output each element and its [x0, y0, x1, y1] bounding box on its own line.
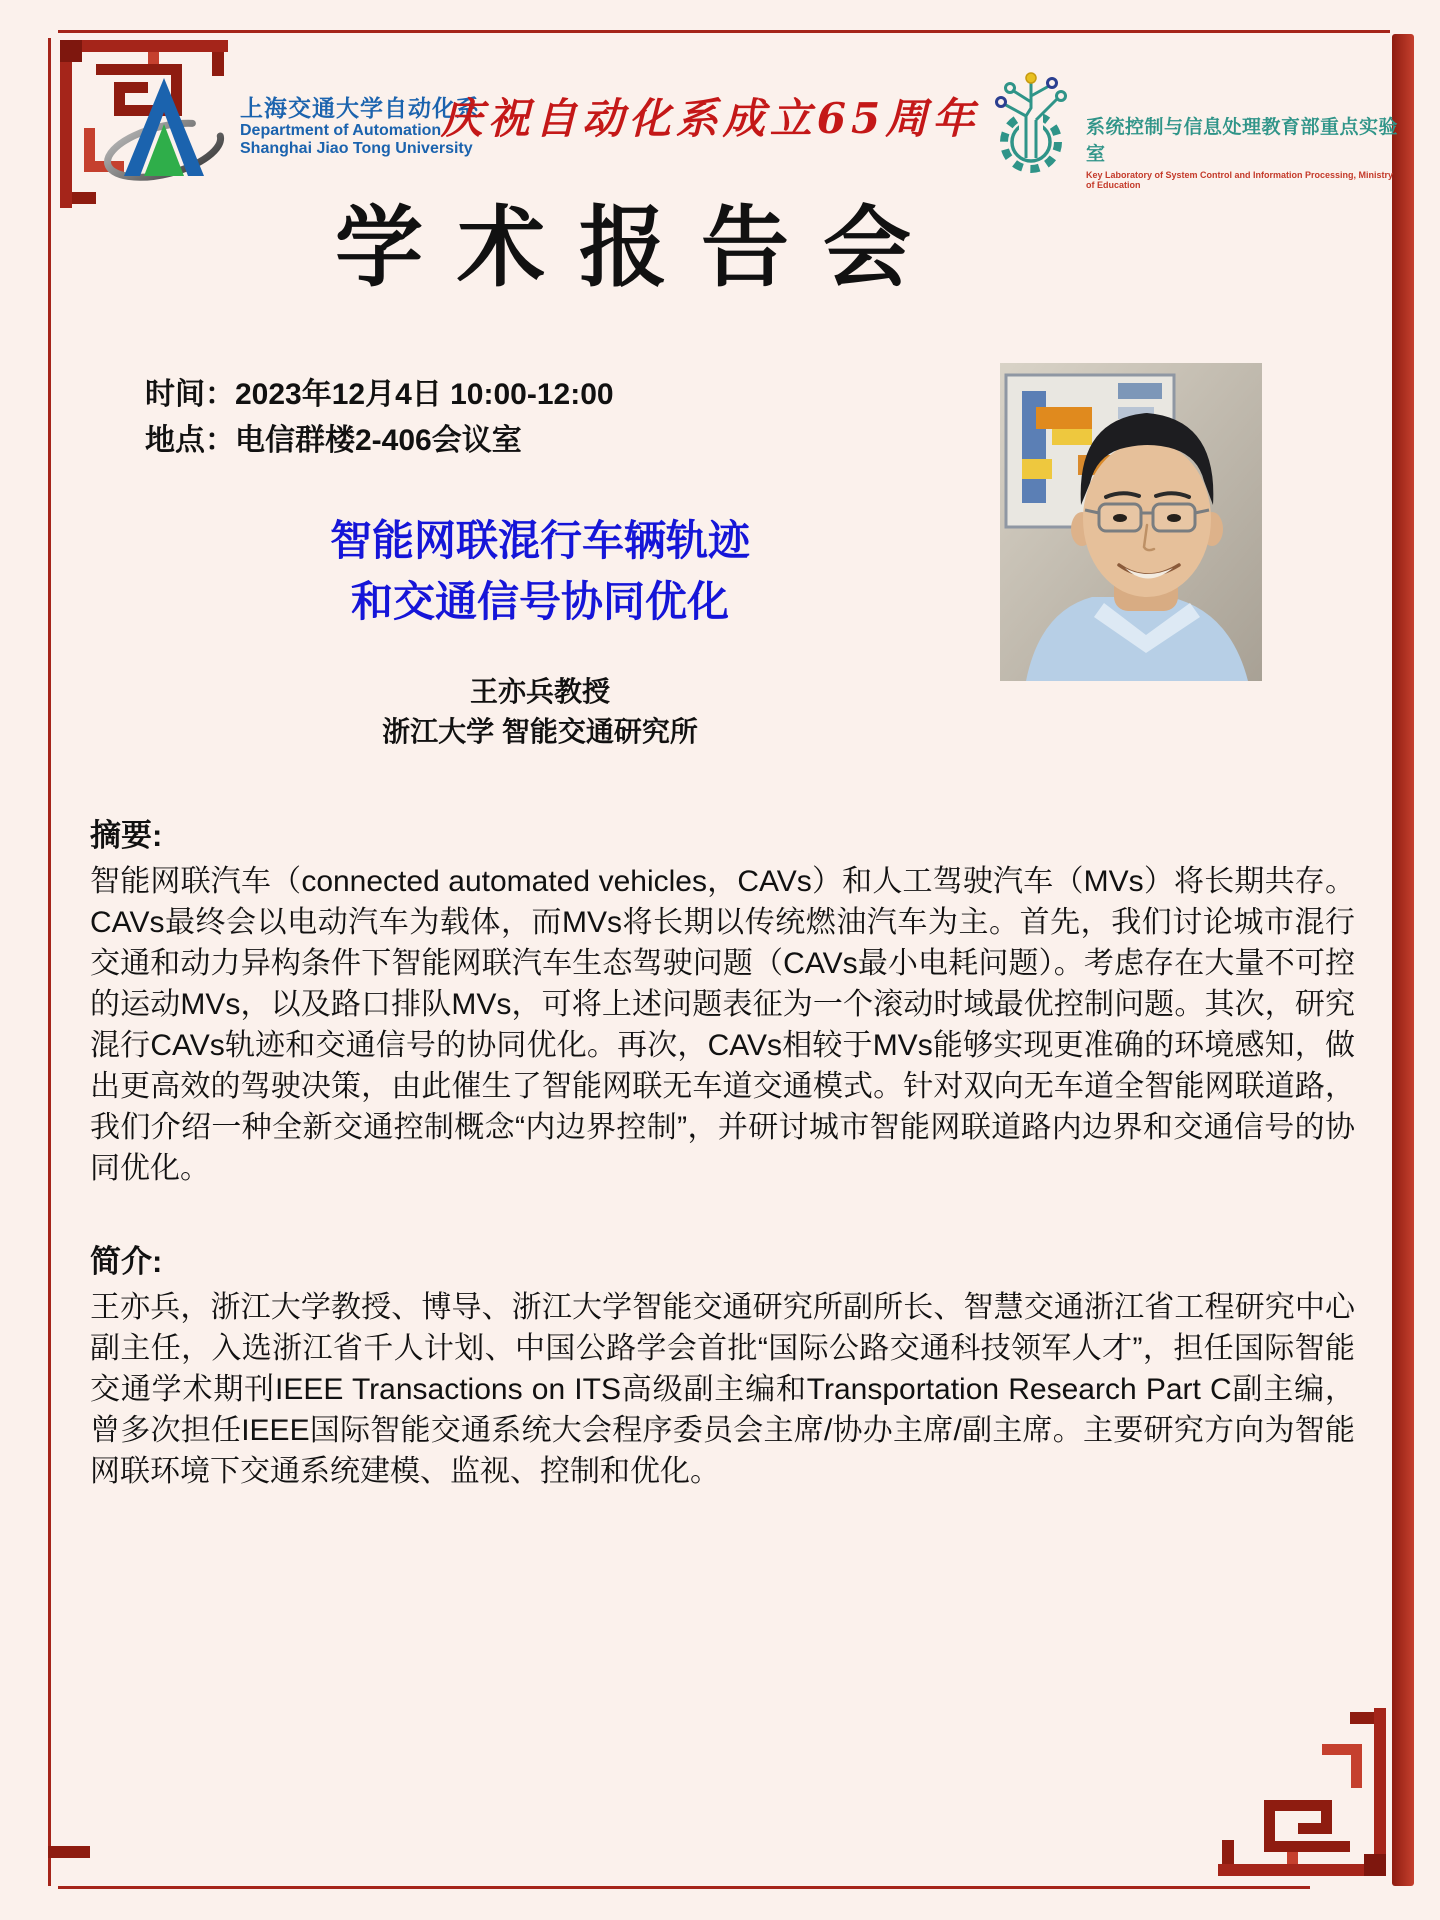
talk-title-line2: 和交通信号协同优化 [350, 578, 729, 625]
sjtu-logo-en2: Shanghai Jiao Tong University [240, 139, 473, 157]
place-value: 电信群楼2-406会议室 [235, 424, 522, 457]
speaker-photo [1000, 363, 1262, 681]
frame-bottom-left-hook [48, 1846, 90, 1858]
talk-title-line1: 智能网联混行车辆轨迹 [329, 517, 750, 564]
sjtu-logo-cn: 上海交通大学自动化系 [240, 95, 480, 122]
key-lab-logo [986, 68, 1404, 190]
abstract-section [90, 810, 1355, 1189]
abstract-body: 智能网联汽车（connected automated vehicles，CAVs）和人工驾驶汽车（MVs）将长期共存。CAVs最终会以电动汽车为载体，而MVs将长期以传统燃油汽车为主。首先，我们讨论城市混行交通和动力异构条件下智能网联汽车生态驾驶问题（CAVs最小电耗问题）。考虑存在大量不可控的运动MVs，以及路口排队MVs，可将上述问题表征为一个滚动时域最优控制问题。其次，研究混行CAVs轨迹和交通信号的协同优化。再次，CAVs相较于MVs能够实现更准确的环境感知，做出更高效的驾驶决策，由此催生了智能网联无车道交通模式。针对双向无车道全智能网联道路，我们介绍一种全新交通控制概念“内边界控制”，并研讨城市智能网联道路内边界和交通信号的协同优化。 [90, 865, 1355, 1185]
event-place-row [145, 418, 614, 464]
poster-title: 学术报告会 [334, 195, 945, 299]
key-lab-name-cn: 系统控制与信息处理教育部重点实验室 [1086, 117, 1399, 165]
event-time-row [145, 372, 614, 418]
event-info [145, 372, 614, 464]
abstract-heading: 摘要: [90, 818, 163, 853]
sjtu-automation-logo-icon [100, 72, 228, 182]
bio-body: 王亦兵，浙江大学教授、博导、浙江大学智能交通研究所副所长、智慧交通浙江省工程研究中心副主任，入选浙江省千人计划、中国公路学会首批“国际公路交通科技领军人才”，担任国际智能交通学术期刊IEEE Transactions on ITS高级副主编和Transportation Research Part C副主编，曾多次担任IEEE国际智能交通系统大会程序委员会主席/协办主席/副主席。主要研究方向为智能网联环境下交通系统建模、监视、控制和优化。 [90, 1291, 1355, 1488]
bio-section [90, 1236, 1355, 1492]
frame-top-line [58, 30, 1390, 33]
fret-corner-ornament-icon [1218, 1708, 1408, 1898]
time-value: 2023年12月4日 10:00-12:00 [235, 378, 614, 411]
speaker-block [240, 672, 840, 752]
sjtu-logo-en1: Department of Automation [240, 121, 442, 139]
frame-bottom-line [58, 1886, 1310, 1889]
speaker-portrait-image [1000, 363, 1262, 681]
key-lab-logo-icon [986, 68, 1076, 174]
anniversary-banner: 庆祝自动化系成立65周年 [440, 94, 980, 143]
place-label: 地点： [145, 424, 235, 457]
speaker-affiliation: 浙江大学 智能交通研究所 [382, 716, 698, 747]
time-label: 时间： [145, 378, 235, 411]
bio-heading: 简介: [90, 1244, 163, 1279]
key-lab-name-en: Key Laboratory of System Control and Information Processing, Ministry of Education [1086, 170, 1394, 190]
speaker-name: 王亦兵教授 [469, 676, 610, 707]
frame-right-bar [1392, 34, 1414, 1886]
frame-left-line [48, 38, 51, 1886]
talk-title [240, 510, 840, 632]
